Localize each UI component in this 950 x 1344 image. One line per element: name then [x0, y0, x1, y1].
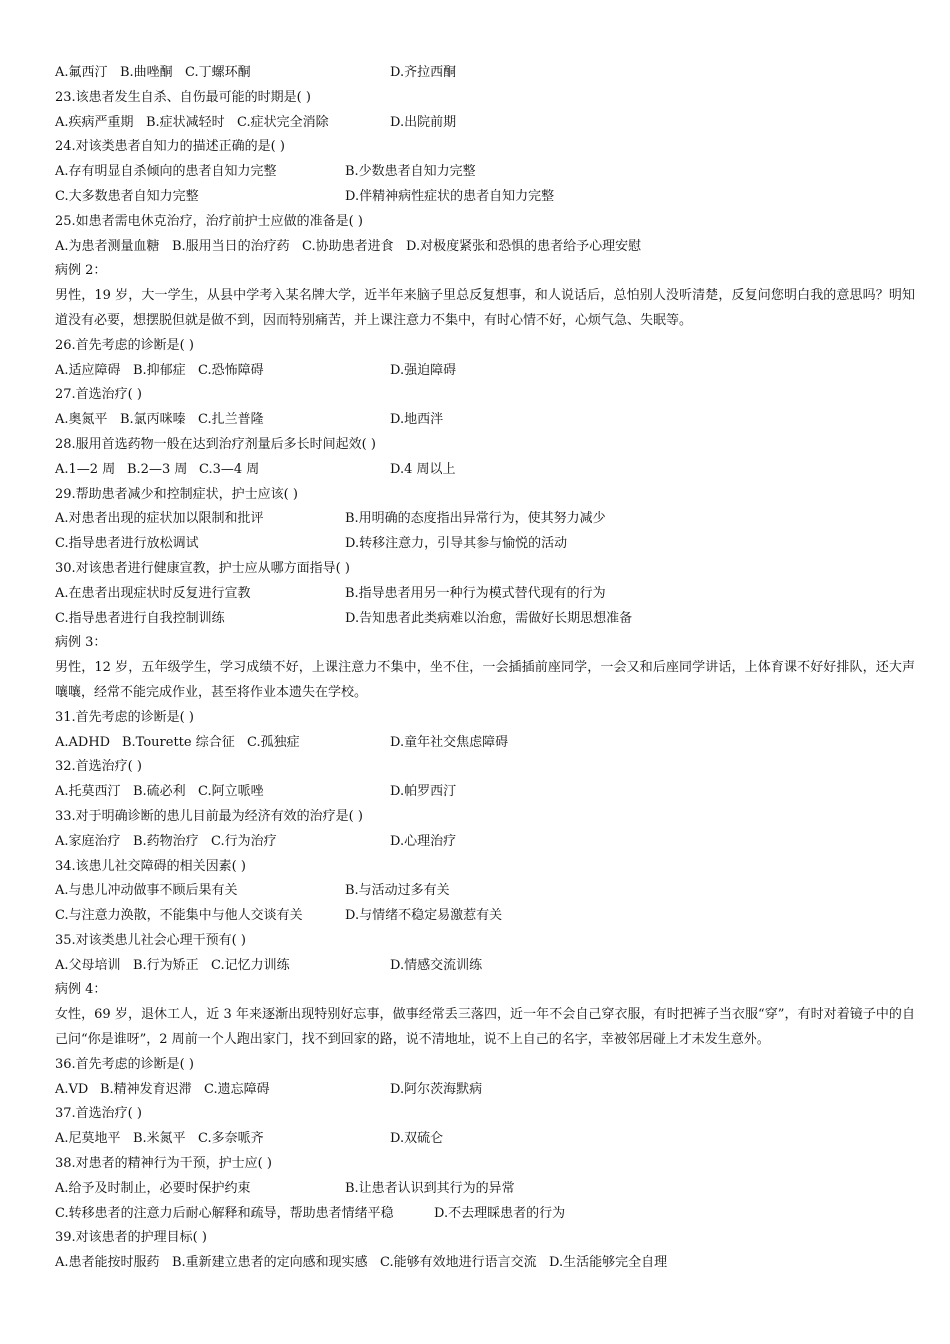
answer-option: C.丁螺环酮: [185, 65, 251, 80]
answer-option: D.强迫障碍: [390, 362, 457, 378]
answer-option: D.与情绪不稳定易激惹有关: [345, 908, 503, 924]
answer-option: C.症状完全消除: [237, 114, 329, 130]
options-line: [55, 408, 915, 433]
answer-option: C.与注意力涣散，不能集中与他人交谈有关: [55, 908, 303, 924]
answer-option: A.在患者出现症状时反复进行宣教: [55, 585, 251, 601]
answer-option: A.氟西汀: [55, 65, 108, 80]
question-line: [55, 210, 915, 235]
answer-option: A.与患儿冲动做事不顾后果有关: [55, 883, 238, 899]
case-description: 男性，12 岁，五年级学生，学习成绩不好，上课注意力不集中，坐不住，一会插插前座同学，一会又和后座同学讲话，上体育课不好好排队，还大声嚷嚷，经常不能完成作业，甚至将作业本遗失在学校。: [55, 660, 915, 700]
options-line: [55, 607, 915, 632]
answer-option: C.大多数患者自知力完整: [55, 188, 199, 204]
answer-option: D.童年社交焦虑障碍: [390, 734, 509, 750]
question-text: 23.该患者发生自杀、自伤最可能的时期是( ): [55, 89, 311, 105]
answer-option: A.VD: [55, 1081, 89, 1097]
answer-option: B.服用当日的治疗药: [172, 238, 290, 254]
options-line: [55, 185, 915, 210]
question-line: [55, 805, 915, 830]
question-text: 24.对该类患者自知力的描述正确的是( ): [55, 139, 285, 155]
answer-option: B.与活动过多有关: [345, 883, 450, 899]
answer-option: C.行为治疗: [211, 833, 277, 849]
answer-option: A.ADHD: [55, 734, 111, 750]
answer-option: C.能够有效地进行语言交流: [380, 1255, 537, 1271]
options-line: [55, 1078, 915, 1103]
options-line: [55, 904, 915, 929]
question-line: [55, 135, 915, 160]
answer-option: D.双硫仑: [390, 1131, 444, 1147]
question-line: [55, 1226, 915, 1251]
answer-option: A.托莫西汀: [55, 784, 121, 800]
options-line: [55, 160, 915, 185]
question-line: [55, 755, 915, 780]
question-line: [55, 334, 915, 359]
answer-option: B.用明确的态度指出异常行为，使其努力减少: [345, 511, 606, 527]
answer-option: C.转移患者的注意力后耐心解释和疏导，帮助患者情绪平稳: [55, 1205, 394, 1221]
question-line: [55, 1152, 915, 1177]
options-line: [55, 582, 915, 607]
answer-option: C.遗忘障碍: [204, 1081, 270, 1097]
question-text: 病例 4：: [55, 982, 107, 998]
answer-option: C.多奈哌齐: [198, 1131, 264, 1147]
question-line: [55, 433, 915, 458]
question-line: [55, 855, 915, 880]
question-line: [55, 631, 915, 656]
answer-option: B.抑郁症: [133, 362, 186, 378]
answer-option: D.帕罗西汀: [390, 784, 457, 800]
answer-option: A.对患者出现的症状加以限制和批评: [55, 511, 264, 527]
answer-option: B.曲唑酮: [120, 65, 173, 80]
case-description: 男性，19 岁，大一学生，从县中学考入某名牌大学，近半年来脑子里总反复想事，和人说话后，总怕别人没听清楚，反复问您明白我的意思吗？明知道没有必要，想摆脱但就是做不到，因而特别痛苦，并上课注意力不集中，有时心情不好，心烦气急、失眠等。: [55, 288, 915, 328]
answer-option: D.生活能够完全自理: [549, 1255, 668, 1271]
options-line: [55, 954, 915, 979]
options-line: [55, 359, 915, 384]
options-line: [55, 879, 915, 904]
answer-option: D.情感交流训练: [390, 957, 483, 973]
answer-option: D.心理治疗: [390, 833, 457, 849]
question-text: 32.首选治疗( ): [55, 759, 142, 775]
answer-option: B.药物治疗: [133, 833, 199, 849]
question-text: 25.如患者需电休克治疗，治疗前护士应做的准备是( ): [55, 213, 363, 229]
options-line: [55, 1202, 915, 1227]
answer-option: A.为患者测量血糖: [55, 238, 160, 254]
answer-option: B.重新建立患者的定向感和现实感: [172, 1255, 368, 1271]
answer-option: B.Tourette 综合征: [122, 734, 235, 750]
question-line: [55, 557, 915, 582]
answer-option: C.阿立哌唑: [198, 784, 264, 800]
question-text: 28.服用首选药物一般在达到治疗剂量后多长时间起效( ): [55, 436, 376, 452]
answer-option: D.伴精神病性症状的患者自知力完整: [345, 188, 555, 204]
question-text: 病例 2：: [55, 263, 107, 279]
question-text: 37.首选治疗( ): [55, 1106, 142, 1122]
options-line: [55, 235, 915, 260]
question-text: 34.该患儿社交障碍的相关因素( ): [55, 858, 246, 874]
answer-option: B.2—3 周: [127, 461, 188, 477]
answer-option: B.少数患者自知力完整: [345, 164, 476, 180]
answer-option: C.协助患者进食: [302, 238, 394, 254]
answer-option: C.记忆力训练: [211, 957, 290, 973]
answer-option: D.出院前期: [390, 114, 457, 130]
answer-option: C.恐怖障碍: [198, 362, 264, 378]
options-line: [55, 1127, 915, 1152]
answer-option: B.让患者认识到其行为的异常: [345, 1180, 515, 1196]
answer-option: D.齐拉西酮: [390, 65, 457, 80]
question-text: 26.首先考虑的诊断是( ): [55, 337, 194, 353]
answer-option: B.行为矫正: [133, 957, 199, 973]
question-text: 36.首先考虑的诊断是( ): [55, 1056, 194, 1072]
options-line: [55, 458, 915, 483]
answer-option: C.扎兰普隆: [198, 412, 264, 428]
options-line: [55, 61, 915, 86]
options-line: [55, 830, 915, 855]
case-description: 女性，69 岁，退休工人，近 3 年来逐渐出现特别好忘事，做事经常丢三落四，近一年不会自己穿衣服，有时把裤子当衣服“穿”，有时对着镜子中的自己问“你是谁呀”，2 周前一个人跑出家门，找不到回家的路，说不清地址，说不上自己的名字，幸被邻居碰上才未发生意外。: [55, 1007, 915, 1048]
exam-document: [55, 61, 915, 1276]
answer-option: D.阿尔茨海默病: [390, 1081, 483, 1097]
answer-option: A.尼莫地平: [55, 1131, 121, 1147]
answer-option: B.症状减轻时: [146, 114, 225, 130]
question-line: [55, 383, 915, 408]
question-text: 30.对该患者进行健康宣教，护士应从哪方面指导( ): [55, 560, 350, 576]
question-line: [55, 929, 915, 954]
options-line: [55, 1177, 915, 1202]
answer-option: A.疾病严重期: [55, 114, 134, 130]
answer-option: D.告知患者此类病难以治愈，需做好长期思想准备: [345, 610, 633, 626]
options-line: [55, 780, 915, 805]
answer-option: B.氯丙咪嗪: [120, 412, 186, 428]
question-line: [55, 259, 915, 284]
question-line: [55, 1053, 915, 1078]
answer-option: A.存有明显自杀倾向的患者自知力完整: [55, 164, 277, 180]
answer-option: B.指导患者用另一种行为模式替代现有的行为: [345, 585, 606, 601]
answer-option: C.3—4 周: [199, 461, 260, 477]
answer-option: D.不去理睬患者的行为: [434, 1205, 566, 1221]
options-line: [55, 507, 915, 532]
options-line: [55, 731, 915, 756]
options-line: [55, 111, 915, 136]
answer-option: C.指导患者进行自我控制训练: [55, 610, 225, 626]
answer-option: D.对极度紧张和恐惧的患者给予心理安慰: [406, 238, 642, 254]
question-text: 39.对该患者的护理目标( ): [55, 1230, 207, 1246]
answer-option: D.4 周以上: [390, 461, 456, 477]
answer-option: D.地西泮: [390, 412, 444, 428]
answer-option: A.奥氮平: [55, 412, 108, 428]
question-line: [55, 706, 915, 731]
answer-option: A.适应障碍: [55, 362, 121, 378]
question-line: [55, 483, 915, 508]
answer-option: D.转移注意力，引导其参与愉悦的活动: [345, 536, 568, 552]
question-line: [55, 86, 915, 111]
question-line: [55, 978, 915, 1003]
question-text: 27.首选治疗( ): [55, 387, 142, 403]
question-text: 38.对患者的精神行为干预，护士应( ): [55, 1156, 272, 1172]
question-text: 33.对于明确诊断的患儿目前最为经济有效的治疗是( ): [55, 808, 363, 824]
answer-option: C.指导患者进行放松调试: [55, 536, 199, 552]
answer-option: B.精神发育迟滞: [100, 1081, 192, 1097]
question-text: 35.对该类患儿社会心理干预有( ): [55, 932, 246, 948]
question-text: 31.首先考虑的诊断是( ): [55, 709, 194, 725]
answer-option: A.家庭治疗: [55, 833, 121, 849]
answer-option: A.1—2 周: [55, 461, 116, 477]
answer-option: C.孤独症: [247, 734, 300, 750]
answer-option: A.患者能按时服药: [55, 1255, 160, 1271]
options-line: [55, 532, 915, 557]
answer-option: A.给予及时制止，必要时保护约束: [55, 1180, 251, 1196]
answer-option: B.米氮平: [133, 1131, 186, 1147]
answer-option: A.父母培训: [55, 957, 121, 973]
question-text: 29.帮助患者减少和控制症状，护士应该( ): [55, 486, 298, 502]
question-line: [55, 1102, 915, 1127]
answer-option: B.硫必利: [133, 784, 186, 800]
options-line: [55, 1251, 915, 1276]
question-text: 病例 3：: [55, 635, 107, 651]
